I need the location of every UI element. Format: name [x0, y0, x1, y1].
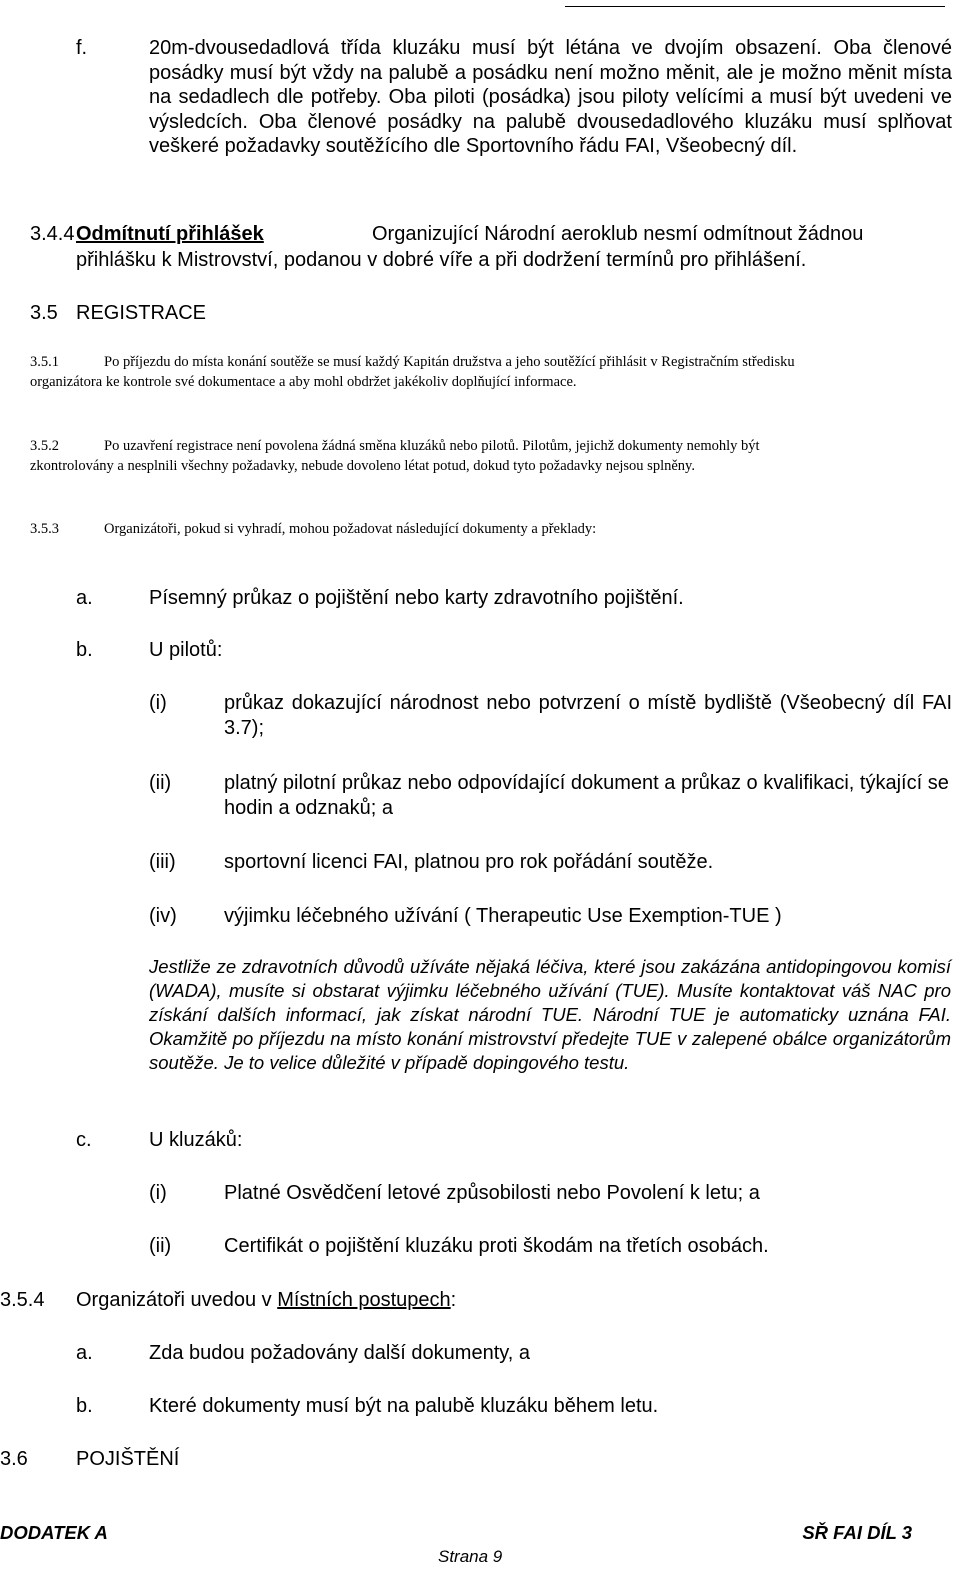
- list-a-text: Písemný průkaz o pojištění nebo karty zdravotního pojištění.: [149, 587, 684, 609]
- list-b-item-marker: (i): [149, 692, 167, 714]
- list-b-item-marker: (iii): [149, 851, 176, 873]
- list-c-item-marker: (i): [149, 1182, 167, 1204]
- section-3-5-1-line1: Po příjezdu do místa konání soutěže se musí každý Kapitán družstva a jeho soutěžící přihlásit v Registračním středisku: [104, 354, 795, 370]
- list-b-item-marker: (iv): [149, 905, 177, 927]
- section-3-5-2-number: 3.5.2: [30, 438, 59, 454]
- item-f-marker: f.: [76, 37, 88, 59]
- list-b-item-marker: (ii): [149, 772, 172, 794]
- list-c-item-text: Certifikát o pojištění kluzáku proti škodám na třetích osobách.: [224, 1235, 769, 1257]
- section-3-5-title: REGISTRACE: [76, 302, 207, 324]
- section-3-5-4-item-text: Které dokumenty musí být na palubě kluzáku během letu.: [149, 1395, 659, 1417]
- section-3-5-4-item-marker: b.: [76, 1395, 93, 1417]
- section-3-5-3-text: Organizátoři, pokud si vyhradí, mohou požadovat následující dokumenty a překlady:: [104, 521, 597, 537]
- section-3-5-number: 3.5: [30, 302, 58, 324]
- list-b-item-text: platný pilotní průkaz nebo odpovídající dokument a průkaz o kvalifikaci, týkající se hodin a odznaků; a: [224, 772, 949, 819]
- section-3-5-4-text-after: :: [450, 1289, 457, 1311]
- section-3-4-4-line2: přihlášku k Mistrovství, podanou v dobré víře a při dodržení termínů pro přihlášení.: [76, 249, 807, 271]
- list-b-text: U pilotů:: [149, 639, 223, 661]
- list-c-item-text: Platné Osvědčení letové způsobilosti nebo Povolení k letu; a: [224, 1182, 760, 1204]
- section-3-4-4-line1: Organizující Národní aeroklub nesmí odmítnout žádnou: [372, 223, 864, 245]
- list-c-item-marker: (ii): [149, 1235, 172, 1257]
- header-rule: [565, 6, 945, 7]
- local-procedures-link[interactable]: Místních postupech: [277, 1289, 451, 1311]
- tue-note: Jestliže ze zdravotních důvodů užíváte nějaká léčiva, které jsou zakázána antidopingovou komisí (WADA), musíte si obstarat výjimku léčebného užívání (TUE). Musíte kontaktovat váš NAC pro získání dalších informací, jak získat národní TUE. Národní TUE je automaticky uznána FAI. Okamžitě po příjezdu na místo konání mistrovství předejte TUE v zalepené obálce organizátorům soutěže. Je to velice důležité v případě dopingového testu.: [149, 956, 951, 1074]
- page-number: Strana 9: [438, 1547, 503, 1566]
- section-3-5-4-item-marker: a.: [76, 1342, 93, 1364]
- footer-left: DODATEK A: [0, 1522, 108, 1543]
- list-a-marker: a.: [76, 587, 93, 609]
- section-3-5-4-number: 3.5.4: [0, 1289, 45, 1311]
- section-3-6-number: 3.6: [0, 1448, 28, 1470]
- section-3-5-4-item-text: Zda budou požadovány další dokumenty, a: [149, 1342, 530, 1364]
- list-b-item-text: výjimku léčebného užívání ( Therapeutic Use Exemption-TUE ): [224, 905, 782, 927]
- item-f-text: 20m-dvousedadlová třída kluzáku musí být létána ve dvojím obsazení. Oba členové posádky musí být vždy na palubě a posádku není možno měnit, ale je možno měnit místa na sedadlech dle potřeby. Oba piloti (posádka) jsou piloty velícími a musí být uvedeni ve výsledcích. Oba členové posádky na palubě dvousedadlového kluzáku musí splňovat veškeré požadavky soutěžícího dle Sportovního řádu FAI, Všeobecný díl.: [149, 37, 952, 158]
- section-3-5-3-number: 3.5.3: [30, 521, 59, 537]
- section-3-4-4-number: 3.4.4: [30, 223, 75, 245]
- section-3-5-1-number: 3.5.1: [30, 354, 59, 370]
- section-3-5-4-text-before: Organizátoři uvedou v: [76, 1289, 272, 1311]
- section-3-4-4-title: Odmítnutí přihlášek: [76, 223, 264, 245]
- section-3-5-2-line1: Po uzavření registrace není povolena žádná směna kluzáků nebo pilotů. Pilotům, jejichž dokumenty nemohly být: [104, 438, 760, 454]
- section-3-5-4-text: [76, 1288, 456, 1313]
- footer-right: SŘ FAI DÍL 3: [802, 1522, 912, 1543]
- section-3-5-2-line2: zkontrolovány a nesplnili všechny požadavky, nebude dovoleno létat potud, dokud tyto požadavky nejsou splněny.: [30, 458, 695, 474]
- list-b-item-text: sportovní licenci FAI, platnou pro rok pořádání soutěže.: [224, 851, 714, 873]
- list-c-marker: c.: [76, 1129, 92, 1151]
- list-b-marker: b.: [76, 639, 93, 661]
- list-b-item-text: průkaz dokazující národnost nebo potvrzení o místě bydliště (Všeobecný díl FAI 3.7);: [224, 692, 952, 739]
- section-3-5-1-line2: organizátora ke kontrole své dokumentace a aby mohl obdržet jakékoliv doplňující informace.: [30, 374, 577, 390]
- list-c-text: U kluzáků:: [149, 1129, 243, 1151]
- section-3-6-title: POJIŠTĚNÍ: [76, 1448, 180, 1470]
